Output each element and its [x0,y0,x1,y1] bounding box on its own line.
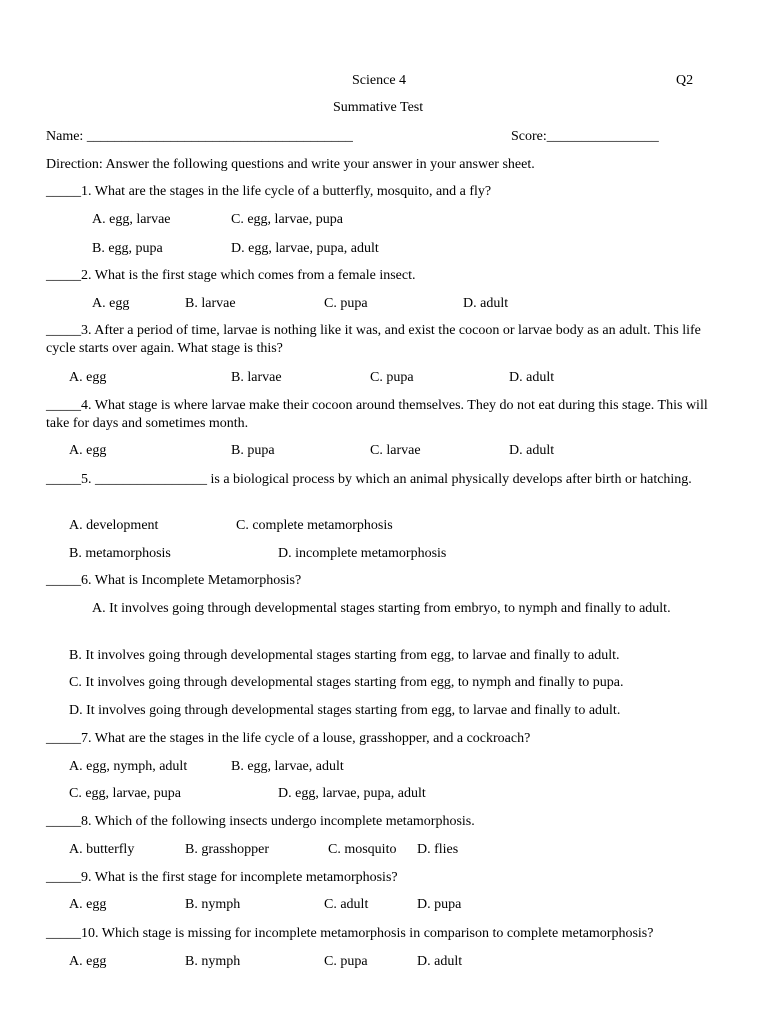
q10-choice-d: D. adult [417,954,463,969]
q9-choice-d: D. pupa [417,897,462,912]
q4-choice-a: A. egg [69,443,107,458]
q1-choice-c: C. egg, larvae, pupa [231,212,343,227]
q5-choice-b: B. metamorphosis [69,546,171,561]
question-5: _____5. ________________ is a biological process by which an animal physically develops after birth or hatching. [46,472,692,487]
q7-choice-d: D. egg, larvae, pupa, adult [278,786,426,801]
q10-choice-b: B. nymph [185,954,241,969]
q10-choice-a: A. egg [69,954,107,969]
q8-choice-a: A. butterfly [69,842,135,857]
q2-choice-d: D. adult [463,296,509,311]
q5-choice-d: D. incomplete metamorphosis [278,546,447,561]
q8-choice-d: D. flies [417,842,459,857]
question-7: _____7. What are the stages in the life cycle of a louse, grasshopper, and a cockroach? [46,731,531,746]
question-8: _____8. Which of the following insects undergo incomplete metamorphosis. [46,814,475,829]
q2-choice-c: C. pupa [324,296,368,311]
name-field: Name: ______________________________________ [46,129,353,144]
q3-choice-a: A. egg [69,370,107,385]
score-field: Score:________________ [511,129,659,144]
q6-choice-a: A. It involves going through developmental stages starting from embryo, to nymph and finally to adult. [92,601,671,616]
q3-choice-b: B. larvae [231,370,282,385]
question-9: _____9. What is the first stage for incomplete metamorphosis? [46,870,398,885]
q3-choice-d: D. adult [509,370,555,385]
q7-choice-b: B. egg, larvae, adult [231,759,344,774]
q5-choice-c: C. complete metamorphosis [236,518,393,533]
q4-choice-b: B. pupa [231,443,275,458]
q6-choice-b: B. It involves going through developmental stages starting from egg, to larvae and finally to adult. [69,648,620,663]
q6-choice-d: D. It involves going through developmental stages starting from egg, to larvae and finally to adult. [69,703,621,718]
q1-choice-b: B. egg, pupa [92,241,163,256]
q9-choice-b: B. nymph [185,897,241,912]
q1-choice-a: A. egg, larvae [92,212,171,227]
q8-choice-b: B. grasshopper [185,842,269,857]
q2-choice-b: B. larvae [185,296,236,311]
test-title: Summative Test [333,100,424,115]
question-1: _____1. What are the stages in the life cycle of a butterfly, mosquito, and a fly? [46,184,492,199]
question-10: _____10. Which stage is missing for incomplete metamorphosis in comparison to complete metamorphosis? [46,926,654,941]
q6-choice-c: C. It involves going through developmental stages starting from egg, to nymph and finally to pupa. [69,675,624,690]
quarter-label: Q2 [676,73,694,88]
q9-choice-a: A. egg [69,897,107,912]
subject-title: Science 4 [352,73,407,88]
q3-choice-c: C. pupa [370,370,414,385]
q9-choice-c: C. adult [324,897,369,912]
question-6: _____6. What is Incomplete Metamorphosis? [46,573,302,588]
q7-choice-c: C. egg, larvae, pupa [69,786,181,801]
question-3: _____3. After a period of time, larvae is nothing like it was, and exist the cocoon or larvae body as an adult. This life cycle starts over again. What stage is this? [46,323,701,356]
direction-text: Direction: Answer the following questions and write your answer in your answer sheet. [46,157,535,172]
q4-choice-d: D. adult [509,443,555,458]
question-4: _____4. What stage is where larvae make their cocoon around themselves. They do not eat during this stage. This will take for days and sometimes month. [46,398,708,431]
question-2: _____2. What is the first stage which comes from a female insect. [46,268,416,283]
q10-choice-c: C. pupa [324,954,368,969]
q4-choice-c: C. larvae [370,443,421,458]
q2-choice-a: A. egg [92,296,130,311]
q7-choice-a: A. egg, nymph, adult [69,759,188,774]
q5-choice-a: A. development [69,518,159,533]
q1-choice-d: D. egg, larvae, pupa, adult [231,241,379,256]
q8-choice-c: C. mosquito [328,842,397,857]
